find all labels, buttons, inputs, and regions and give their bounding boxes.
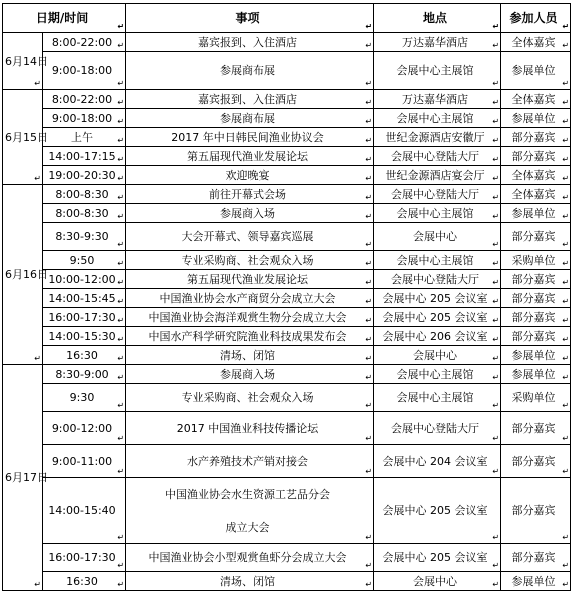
attendee-cell: 参展单位 ↵	[501, 572, 571, 591]
attendee-cell: 全体嘉宾 ↵	[501, 166, 571, 185]
time-cell: 10:00-12:00 ↵	[43, 270, 126, 289]
event-cell: 嘉宾报到、入住酒店 ↵	[126, 33, 374, 52]
time-cell: 16:00-17:30 ↵	[43, 544, 126, 572]
place-cell: 会展中心 205 会议室 ↵	[374, 478, 501, 544]
time-cell: 9:50 ↵	[43, 251, 126, 270]
place-cell: 万达嘉华酒店 ↵	[374, 33, 501, 52]
table-row	[3, 223, 571, 251]
time-cell: 14:00-15:45 ↵	[43, 289, 126, 308]
event-cell: 参展商入场 ↵	[126, 365, 374, 384]
attendee-cell: 部分嘉宾 ↵	[501, 223, 571, 251]
table-row	[3, 52, 571, 90]
place-cell: 世纪金源酒店安徽厅 ↵	[374, 128, 501, 147]
table-row	[3, 445, 571, 478]
attendee-cell: 部分嘉宾 ↵	[501, 270, 571, 289]
date-cell: 6月17日 ↵	[3, 365, 43, 591]
event-cell: 专业采购商、社会观众入场 ↵	[126, 384, 374, 412]
table-row	[3, 270, 571, 289]
event-text: 第五届现代渔业发展论坛	[187, 272, 309, 286]
event-text: 参展商布展	[220, 111, 276, 125]
time-cell: 9:30 ↵	[43, 384, 126, 412]
time-cell: 8:30-9:00 ↵	[43, 365, 126, 384]
time-cell: 16:00-17:30 ↵	[43, 308, 126, 327]
attendee-cell: 部分嘉宾 ↵	[501, 412, 571, 445]
place-cell: 会展中心主展馆 ↵	[374, 52, 501, 90]
place-cell: 会展中心 ↵	[374, 223, 501, 251]
attendee-cell: 采购单位 ↵	[501, 251, 571, 270]
event-text: 第五届现代渔业发展论坛	[187, 149, 309, 163]
attendee-cell: 参展单位 ↵	[501, 109, 571, 128]
event-text: 嘉宾报到、入住酒店	[198, 92, 298, 106]
event-text: 中国渔业协会水产商贸分会成立大会	[159, 291, 336, 305]
attendee-cell: 部分嘉宾 ↵	[501, 478, 571, 544]
date-cell: 6月14日 ↵	[3, 33, 43, 90]
place-cell: 会展中心主展馆 ↵	[374, 384, 501, 412]
place-cell: 会展中心 206 会议室 ↵	[374, 327, 501, 346]
event-cell: 水产养殖技术产销对接会 ↵	[126, 445, 374, 478]
header-event: 事项 ↵	[126, 4, 374, 33]
place-cell: 会展中心 204 会议室 ↵	[374, 445, 501, 478]
place-cell: 会展中心登陆大厅 ↵	[374, 147, 501, 166]
header-row	[3, 4, 571, 33]
event-cell: 中国渔业协会水生资源工艺品分会 成立大会 ↵	[126, 478, 374, 544]
table-row	[3, 185, 571, 204]
attendee-cell: 部分嘉宾 ↵	[501, 544, 571, 572]
place-cell: 会展中心 205 会议室 ↵	[374, 289, 501, 308]
time-cell: 8:00-8:30 ↵	[43, 185, 126, 204]
event-text: 嘉宾报到、入住酒店	[198, 35, 298, 49]
event-text: 专业采购商、社会观众入场	[181, 391, 314, 404]
event-cell: 中国渔业协会海洋观赏生物分会成立大会 ↵	[126, 308, 374, 327]
table-row	[3, 412, 571, 445]
event-cell: 参展商入场 ↵	[126, 204, 374, 223]
attendee-cell: 参展单位 ↵	[501, 365, 571, 384]
table-row	[3, 147, 571, 166]
table-row	[3, 109, 571, 128]
time-cell: 9:00-18:00 ↵	[43, 109, 126, 128]
event-text: 专业采购商、社会观众入场	[181, 253, 314, 267]
attendee-cell: 参展单位 ↵	[501, 52, 571, 90]
place-cell: 会展中心 ↵	[374, 346, 501, 365]
event-cell: 参展商布展 ↵	[126, 109, 374, 128]
table-row	[3, 166, 571, 185]
event-cell: 2017 中国渔业科技传播论坛 ↵	[126, 412, 374, 445]
date-cell: 6月15日 ↵	[3, 90, 43, 185]
table-row	[3, 346, 571, 365]
table-row	[3, 289, 571, 308]
place-cell: 会展中心登陆大厅 ↵	[374, 185, 501, 204]
table-row	[3, 365, 571, 384]
event-text: 2017 中国渔业科技传播论坛	[176, 421, 319, 435]
header-date: 日期/时间 ↵	[3, 4, 126, 33]
table-row	[3, 572, 571, 591]
event-cell: 欢迎晚宴 ↵	[126, 166, 374, 185]
header-place: 地点 ↵	[374, 4, 501, 33]
event-cell: 参展商布展 ↵	[126, 52, 374, 90]
event-cell: 嘉宾报到、入住酒店 ↵	[126, 90, 374, 109]
schedule-body	[3, 33, 571, 591]
place-cell: 会展中心 205 会议室 ↵	[374, 308, 501, 327]
table-row	[3, 308, 571, 327]
event-text: 清场、闭馆	[220, 574, 276, 588]
attendee-cell: 部分嘉宾 ↵	[501, 147, 571, 166]
attendee-cell: 部分嘉宾 ↵	[501, 327, 571, 346]
time-cell: 16:30 ↵	[43, 346, 126, 365]
event-text: 中国渔业协会小型观赏鱼虾分会成立大会	[148, 551, 347, 564]
place-cell: 会展中心 205 会议室 ↵	[374, 544, 501, 572]
attendee-cell: 采购单位 ↵	[501, 384, 571, 412]
attendee-cell: 参展单位 ↵	[501, 204, 571, 223]
table-row	[3, 251, 571, 270]
attendee-cell: 部分嘉宾 ↵	[501, 445, 571, 478]
time-cell: 14:00-15:40 ↵	[43, 478, 126, 544]
event-text: 参展商布展	[220, 64, 276, 77]
table-row	[3, 544, 571, 572]
time-cell: 19:00-20:30 ↵	[43, 166, 126, 185]
table-row	[3, 384, 571, 412]
place-cell: 会展中心主展馆 ↵	[374, 204, 501, 223]
event-cell: 第五届现代渔业发展论坛 ↵	[126, 147, 374, 166]
place-cell: 会展中心主展馆 ↵	[374, 365, 501, 384]
place-cell: 万达嘉华酒店 ↵	[374, 90, 501, 109]
event-text: 参展商入场	[220, 367, 276, 381]
attendee-cell: 部分嘉宾 ↵	[501, 308, 571, 327]
event-text: 中国渔业协会海洋观赏生物分会成立大会	[148, 310, 347, 324]
table-row	[3, 327, 571, 346]
place-cell: 会展中心登陆大厅 ↵	[374, 412, 501, 445]
table-row	[3, 478, 571, 544]
event-text: 清场、闭馆	[220, 348, 276, 362]
date-cell: 6月16日 ↵	[3, 185, 43, 365]
event-cell: 前往开幕式会场 ↵	[126, 185, 374, 204]
time-cell: 16:30 ↵	[43, 572, 126, 591]
time-cell: 14:00-15:30 ↵	[43, 327, 126, 346]
place-cell: 世纪金源酒店宴会厅 ↵	[374, 166, 501, 185]
event-cell: 第五届现代渔业发展论坛 ↵	[126, 270, 374, 289]
attendee-cell: 部分嘉宾 ↵	[501, 128, 571, 147]
time-cell: 8:00-22:00 ↵	[43, 33, 126, 52]
event-cell: 2017 年中日韩民间渔业协议会 ↵	[126, 128, 374, 147]
header-who: 参加人员 ↵	[501, 4, 571, 33]
event-text: 大会开幕式、领导嘉宾巡展	[181, 230, 314, 243]
table-row	[3, 90, 571, 109]
time-cell: 上午 ↵	[43, 128, 126, 147]
attendee-cell: 全体嘉宾 ↵	[501, 90, 571, 109]
table-row	[3, 128, 571, 147]
schedule-table	[2, 3, 571, 591]
event-text: 水产养殖技术产销对接会	[187, 454, 309, 468]
event-cell: 中国水产科学研究院渔业科技成果发布会 ↵	[126, 327, 374, 346]
time-cell: 14:00-17:15 ↵	[43, 147, 126, 166]
table-row	[3, 204, 571, 223]
event-text: 前往开幕式会场	[209, 187, 287, 201]
attendee-cell: 全体嘉宾 ↵	[501, 185, 571, 204]
event-cell: 清场、闭馆 ↵	[126, 572, 374, 591]
event-text: 参展商入场	[220, 206, 276, 220]
event-cell: 专业采购商、社会观众入场 ↵	[126, 251, 374, 270]
attendee-cell: 参展单位 ↵	[501, 346, 571, 365]
time-cell: 8:00-22:00 ↵	[43, 90, 126, 109]
event-text: 成立大会	[225, 520, 270, 534]
event-cell: 大会开幕式、领导嘉宾巡展 ↵	[126, 223, 374, 251]
attendee-cell: 全体嘉宾 ↵	[501, 33, 571, 52]
place-cell: 会展中心登陆大厅 ↵	[374, 270, 501, 289]
event-cell: 清场、闭馆 ↵	[126, 346, 374, 365]
time-cell: 9:00-12:00 ↵	[43, 412, 126, 445]
place-cell: 会展中心 ↵	[374, 572, 501, 591]
event-cell: 中国渔业协会小型观赏鱼虾分会成立大会 ↵	[126, 544, 374, 572]
event-text: 2017 年中日韩民间渔业协议会	[171, 130, 324, 144]
place-cell: 会展中心主展馆 ↵	[374, 109, 501, 128]
event-text: 欢迎晚宴	[225, 168, 270, 182]
attendee-cell: 部分嘉宾 ↵	[501, 289, 571, 308]
time-cell: 8:30-9:30 ↵	[43, 223, 126, 251]
table-row	[3, 33, 571, 52]
event-text: 中国渔业协会水生资源工艺品分会	[165, 487, 331, 501]
time-cell: 9:00-18:00 ↵	[43, 52, 126, 90]
event-cell: 中国渔业协会水产商贸分会成立大会 ↵	[126, 289, 374, 308]
time-cell: 9:00-11:00 ↵	[43, 445, 126, 478]
event-text: 中国水产科学研究院渔业科技成果发布会	[148, 329, 347, 343]
place-cell: 会展中心主展馆 ↵	[374, 251, 501, 270]
time-cell: 8:00-8:30 ↵	[43, 204, 126, 223]
